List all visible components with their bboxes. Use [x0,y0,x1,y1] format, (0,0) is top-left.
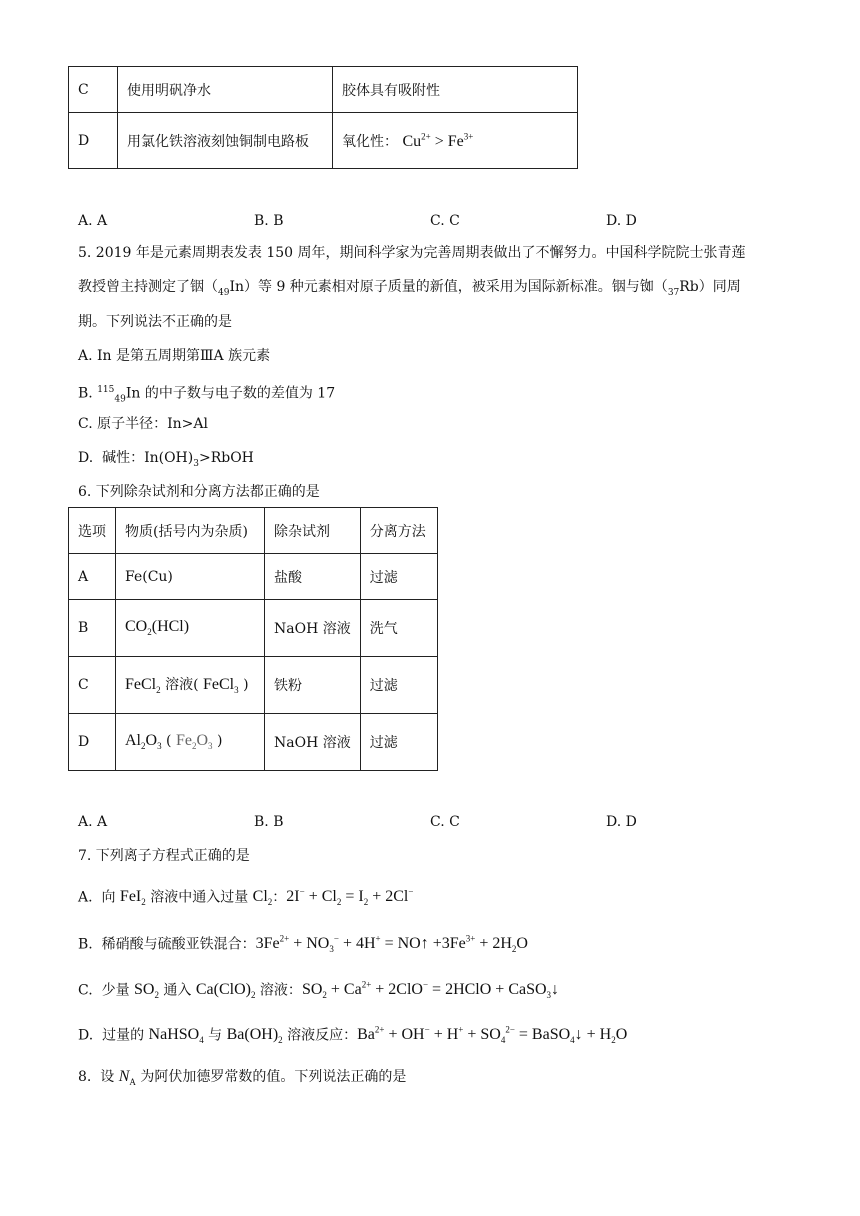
table-cell-reagent: 铁粉 [265,657,361,714]
table-question6 [68,507,438,771]
q5-stem-line3: 期。下列说法不正确的是 [78,314,232,330]
answer-option-c: C. C [430,814,460,830]
table-cell-substance: $Al_2O_3$ ( $Fe_2O_3$ ) [116,714,265,771]
table-question4 [68,66,578,169]
q5-option-b: B. $^{115}_{49}$In 的中子数与电子数的差值为 17 [78,385,336,405]
table-row [69,67,578,113]
table-row [69,657,438,714]
table-cell-reagent: 盐酸 [265,554,361,600]
table-cell-reagent: NaOH 溶液 [265,714,361,771]
table-cell-action: 使用明矾净水 [118,67,333,113]
reason-label: 氧化性： [342,133,398,150]
table-cell-method: 过滤 [360,554,437,600]
table-cell-substance: Fe(Cu) [116,554,265,600]
q7-option-c: C. 少量 $SO_2$ 通入 $Ca(ClO)_2$ 溶液：$SO_2 + Ca^{2+} + 2ClO^-$ = 2HClO + CaSO$_3$↓ [78,980,560,1001]
answer-option-a: A. A [78,814,108,830]
table-row [69,714,438,771]
table-cell-substance: $CO_2(HCl)$ [116,600,265,657]
table-cell-reagent: NaOH 溶液 [265,600,361,657]
table-row [69,554,438,600]
answer-option-b: B. B [254,814,284,830]
table-cell-substance: FeCl$_2$ 溶液( FeCl$_3$ ) [116,657,265,714]
table-header-cell: 物质(括号内为杂质) [116,508,265,554]
q7-stem: 7. 下列离子方程式正确的是 [78,848,250,864]
q6-stem: 6. 下列除杂试剂和分离方法都正确的是 [78,484,320,500]
table-cell-method: 洗气 [360,600,437,657]
q5-stem-line2: 教授曾主持测定了铟$(_{49}In)$等 9 种元素相对原子质量的新值，被采用为国际新标准。铟与铷$(_{37}Rb)$同周 [78,279,741,298]
q5-option-d: D. 碱性：$In(OH)_3>RbOH$ [78,450,254,469]
table-row [69,113,578,169]
q7-option-d: D. 过量的 NaHSO$_4$ 与 $Ba(OH)_2$ 溶液反应：$Ba^{2+} + OH^- + H^+ + SO_4^{2-}$ = BaSO$_4$↓ + $H_2O$ [78,1025,628,1046]
table-cell-option: C [69,67,118,113]
answer-option-d: D. D [606,213,637,229]
table-header-cell: 选项 [69,508,116,554]
table-header-row [69,508,438,554]
table-cell-method: 过滤 [360,657,437,714]
table-cell-option: D [69,113,118,169]
q8-stem: 8. 设 $N_A$ 为阿伏加德罗常数的值。下列说法正确的是 [78,1068,407,1088]
table-cell-option: D [69,714,116,771]
answer-option-d: D. D [606,814,637,830]
table-cell-option: B [69,600,116,657]
table-cell-reason [333,113,578,169]
answer-option-c: C. C [430,213,460,229]
q5-option-a: A. In 是第五周期第ⅢA 族元素 [78,348,271,364]
q7-option-b: B. 稀硝酸与硫酸亚铁混合：$3Fe^{2+} + NO_3^- + 4H^+$ = NO↑ $+3Fe^{3+} + 2H_2O$ [78,934,528,955]
table-row [69,600,438,657]
q5-stem-line1: 5. 2019 年是元素周期表发表 150 周年，期间科学家为完善周期表做出了不懈努力。中国科学院院士张青莲 [78,245,746,261]
table-header-cell: 分离方法 [360,508,437,554]
table-header-cell: 除杂试剂 [265,508,361,554]
table-cell-method: 过滤 [360,714,437,771]
reason-formula: $Cu^{2+} > Fe^{3+}$ [402,131,474,150]
table-cell-option: A [69,554,116,600]
q7-option-a: A. 向 FeI$_2$ 溶液中通入过量 $Cl_2$：$2I^- + Cl_2 = I_2 + 2Cl^-$ [78,887,414,908]
answer-option-a: A. A [78,213,108,229]
table-cell-option: C [69,657,116,714]
q5-option-c: C. 原子半径：In>Al [78,416,208,432]
table-cell-reason: 胶体具有吸附性 [333,67,578,113]
table-cell-action: 用氯化铁溶液刻蚀铜制电路板 [118,113,333,169]
answer-option-b: B. B [254,213,284,229]
